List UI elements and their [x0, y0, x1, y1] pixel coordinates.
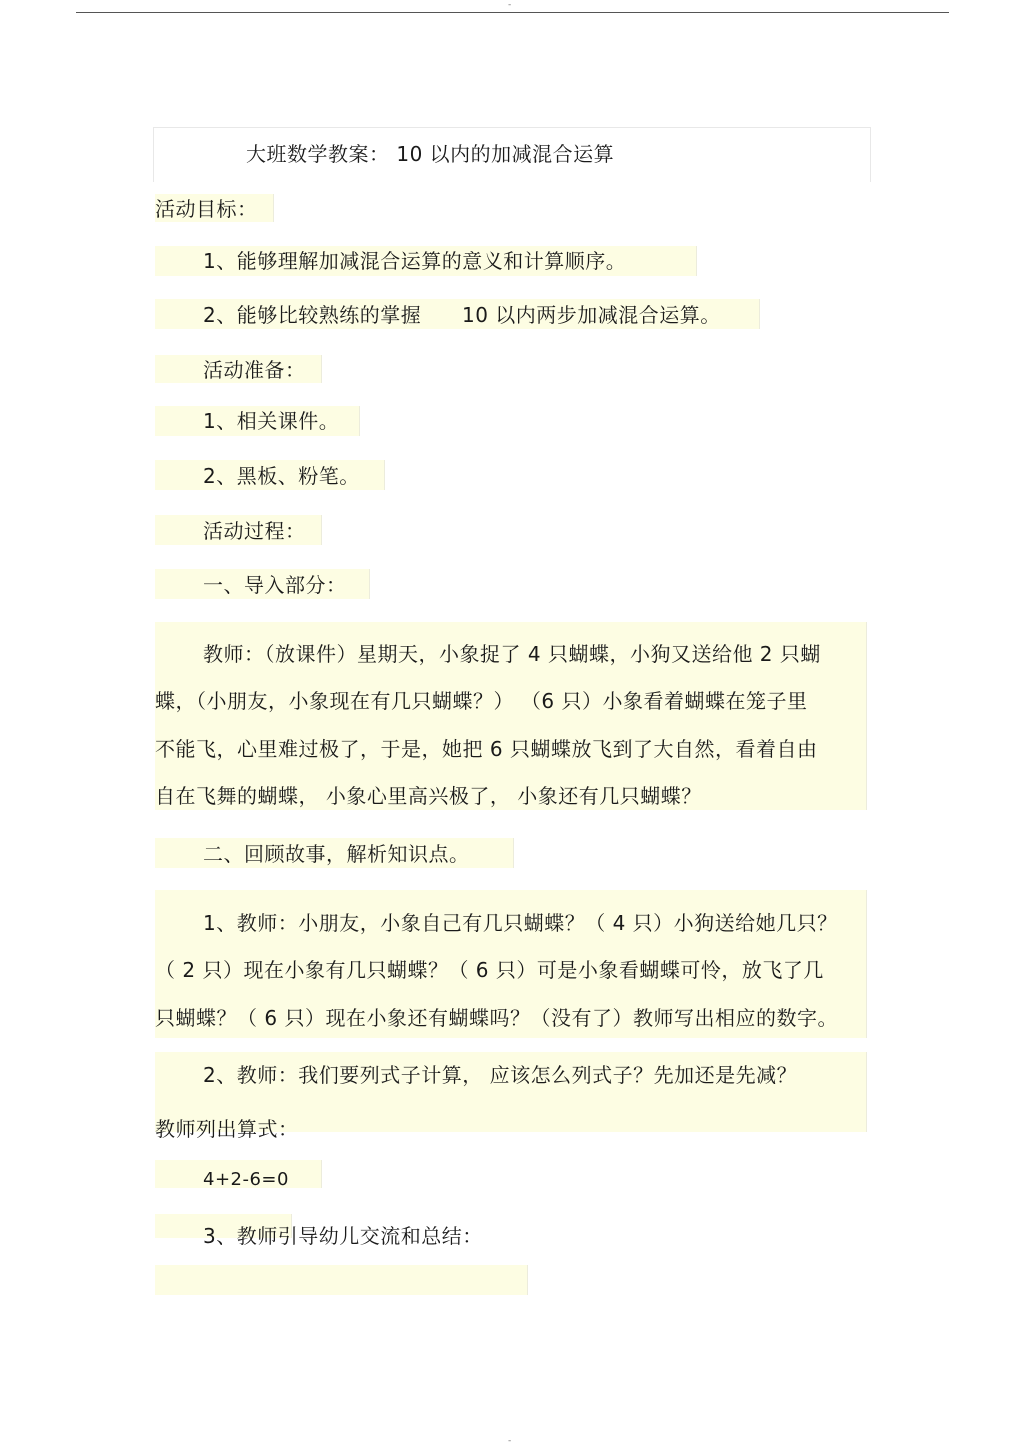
paragraph-line: 只蝴蝶？（ 6 只）现在小象还有蝴蝶吗？（没有了）教师写出相应的数字。	[155, 1006, 838, 1030]
goals-heading: 活动目标：	[155, 197, 258, 221]
paragraph-line: 不能飞，心里难过极了，于是，她把 6 只蝴蝶放飞到了大自然，看着自由	[155, 737, 818, 761]
prep-heading: 活动准备：	[203, 358, 306, 382]
header-rule	[76, 12, 949, 13]
paragraph-line: 教师列出算式：	[155, 1117, 299, 1141]
section-heading: 一、导入部分：	[203, 573, 347, 597]
goal-item: 2、能够比较熟练的掌握	[203, 303, 422, 327]
header-mark: -	[508, 0, 512, 10]
formula: 4+2-6=0	[203, 1169, 289, 1190]
footer-mark: -	[508, 1436, 512, 1446]
paragraph-line: 2、教师：我们要列式子计算， 应该怎么列式子？先加还是先减？	[203, 1063, 798, 1087]
prep-item: 2、黑板、粉笔。	[203, 464, 360, 488]
highlight-band	[155, 1265, 528, 1295]
paragraph-line: 1、教师：小朋友，小象自己有几只蝴蝶？（ 4 只）小狗送给她几只？	[203, 911, 838, 935]
paragraph-line: 3、教师引导幼儿交流和总结：	[203, 1224, 483, 1248]
goal-item: 1、能够理解加减混合运算的意义和计算顺序。	[203, 249, 627, 273]
paragraph-line: （ 2 只）现在小象有几只蝴蝶？（ 6 只）可是小象看蝴蝶可怜，放飞了几	[155, 958, 824, 982]
paragraph-line: 教师：（放课件）星期天，小象捉了 4 只蝴蝶，小狗又送给他 2 只蝴	[203, 642, 821, 666]
prep-item: 1、相关课件。	[203, 409, 340, 433]
goal-item: 10 以内两步加减混合运算。	[462, 303, 721, 327]
paragraph-line: 自在飞舞的蝴蝶， 小象心里高兴极了， 小象还有几只蝴蝶？	[155, 784, 702, 808]
process-heading: 活动过程：	[203, 519, 306, 543]
paragraph-line: 蝶，（小朋友，小象现在有几只蝴蝶？） （6 只）小象看着蝴蝶在笼子里	[155, 689, 808, 713]
section-heading: 二、回顾故事，解析知识点。	[203, 842, 470, 866]
page-title: 大班数学教案： 10 以内的加减混合运算	[246, 142, 615, 166]
